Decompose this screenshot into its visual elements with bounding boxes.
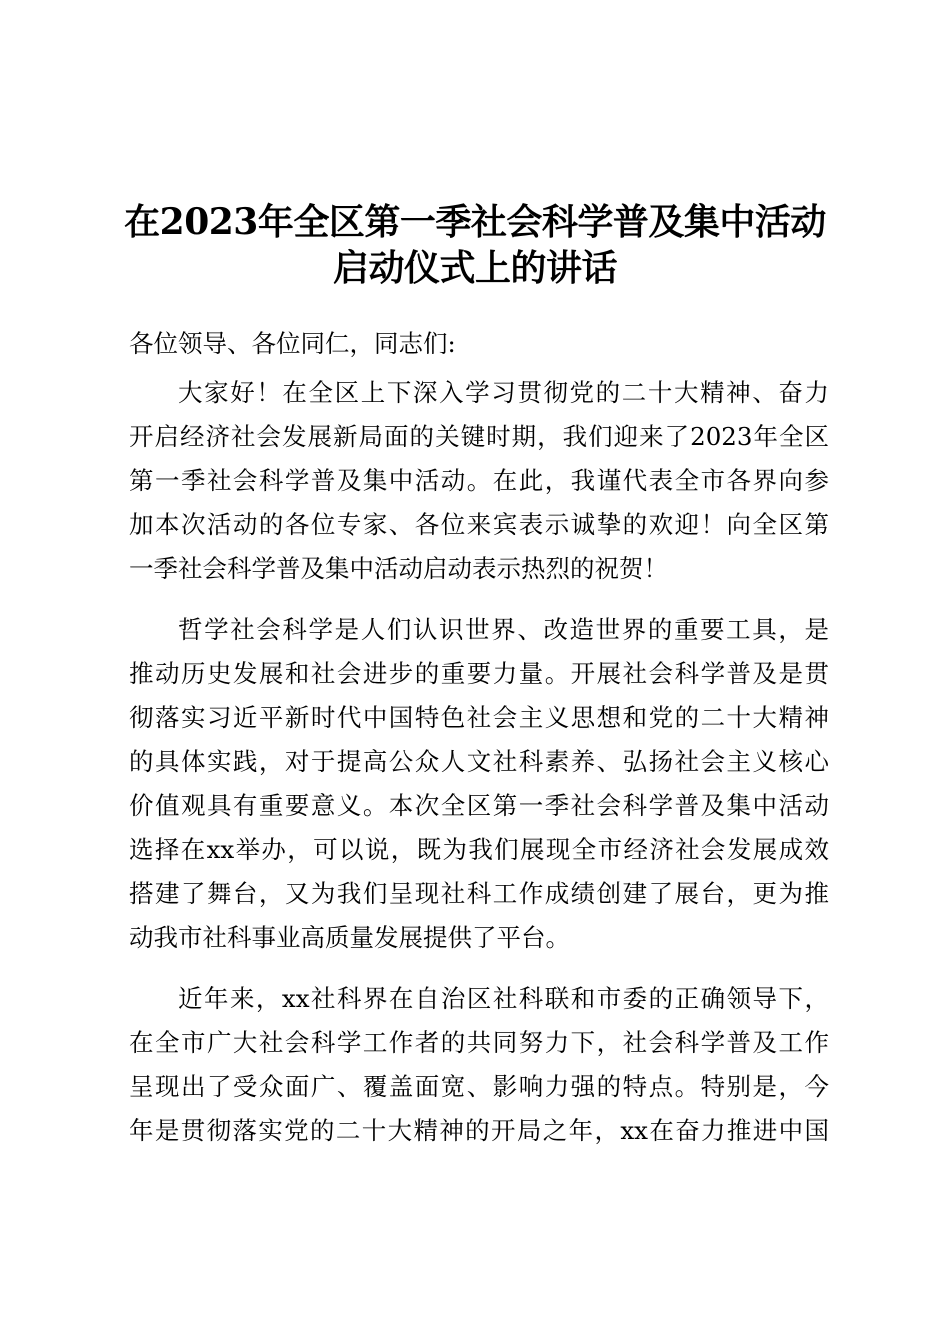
salutation: 各位领导、各位同仁，同志们: bbox=[129, 329, 456, 358]
paragraph-line: 一季社会科学普及集中活动启动表示热烈的祝贺！ bbox=[129, 554, 668, 583]
paragraph-line: 第一季社会科学普及集中活动。在此，我谨代表全市各界向参 bbox=[129, 466, 829, 495]
paragraph-line: 彻落实习近平新时代中国特色社会主义思想和党的二十大精神 bbox=[129, 703, 829, 732]
paragraph-line: 大家好！在全区上下深入学习贯彻党的二十大精神、奋力 bbox=[178, 378, 829, 407]
document-title-line-2: 启动仪式上的讲话 bbox=[332, 247, 617, 289]
paragraph-line: 动我市社科事业高质量发展提供了平台。 bbox=[129, 923, 570, 952]
paragraph-line: 近年来，xx社科界在自治区社科联和市委的正确领导下， bbox=[178, 984, 829, 1013]
paragraph-line: 加本次活动的各位专家、各位来宾表示诚挚的欢迎！向全区第 bbox=[129, 510, 829, 539]
paragraph-line: 价值观具有重要意义。本次全区第一季社会科学普及集中活动 bbox=[129, 791, 829, 820]
paragraph-line: 的具体实践，对于提高公众人文社科素养、弘扬社会主义核心 bbox=[129, 747, 829, 776]
paragraph-line: 呈现出了受众面广、覆盖面宽、影响力强的特点。特别是，今 bbox=[129, 1072, 829, 1101]
paragraph-line: 年是贯彻落实党的二十大精神的开局之年，xx在奋力推进中国 bbox=[129, 1116, 829, 1145]
paragraph-line: 搭建了舞台，又为我们呈现社科工作成绩创建了展台，更为推 bbox=[129, 879, 829, 908]
document-title-line-1: 在2023年全区第一季社会科学普及集中活动 bbox=[124, 201, 826, 243]
paragraph-line: 哲学社会科学是人们认识世界、改造世界的重要工具，是 bbox=[178, 615, 829, 644]
paragraph-line: 选择在xx举办，可以说，既为我们展现全市经济社会发展成效 bbox=[129, 835, 829, 864]
paragraph-line: 推动历史发展和社会进步的重要力量。开展社会科学普及是贯 bbox=[129, 659, 829, 688]
paragraph-line: 开启经济社会发展新局面的关键时期，我们迎来了2023年全区 bbox=[129, 422, 829, 451]
paragraph-line: 在全市广大社会科学工作者的共同努力下，社会科学普及工作 bbox=[129, 1028, 829, 1057]
